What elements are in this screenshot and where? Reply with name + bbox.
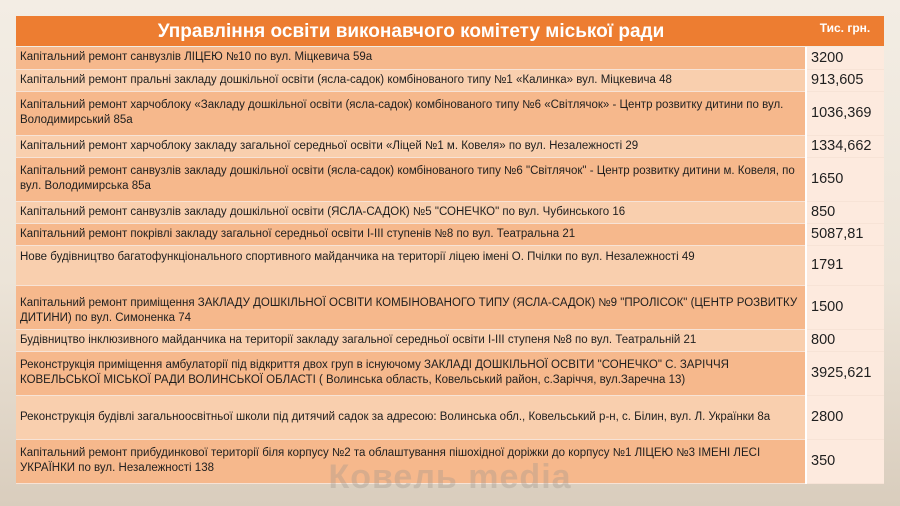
table-row [16, 69, 884, 91]
table-row [16, 135, 884, 157]
row-value: 1036,369 [806, 91, 884, 135]
budget-table [16, 47, 884, 484]
row-value: 2800 [806, 395, 884, 439]
unit-label: Тис. грн. [819, 21, 871, 35]
row-value: 3925,621 [806, 351, 884, 395]
table-row [16, 91, 884, 135]
table-row [16, 351, 884, 395]
table-row [16, 329, 884, 351]
table-row [16, 285, 884, 329]
row-description: Реконструкція будівлі загальноосвітньої школи під дитячий садок за адресою: Волинська обл., Ковельський р-н, с. Білин, вул. Л. Українки 8а [16, 395, 806, 439]
row-value: 350 [806, 439, 884, 483]
watermark-logo: Ковель media [328, 458, 572, 496]
row-value: 913,605 [806, 69, 884, 91]
row-description: Капітальний ремонт приміщення ЗАКЛАДУ ДОШКІЛЬНОЇ ОСВІТИ КОМБІНОВАНОГО ТИПУ (ЯСЛА-САДОК) №9 "ПРОЛІСОК" (ЦЕНТР РОЗВИТКУ ДИТИНИ) по вул. Симоненка 74 [16, 285, 806, 329]
row-description: Капітальний ремонт харчоблоку закладу загальної середньої освіти «Ліцей №1 м. Ковеля» по вул. Незалежності 29 [16, 135, 806, 157]
table-row [16, 395, 884, 439]
row-value: 800 [806, 329, 884, 351]
table-row [16, 47, 884, 69]
row-description: Капітальний ремонт санвузлів закладу дошкільної освіти (ясла-садок) комбінованого типу №6 "Світлячок" - Центр розвитку дитини м. Ковеля, по вул. Володимирська 85а [16, 157, 806, 201]
slide [16, 16, 884, 490]
row-value: 1334,662 [806, 135, 884, 157]
row-description: Реконструкція приміщення амбулаторії під відкриття двох груп в існуючому ЗАКЛАДІ ДОШКІЛЬНОЇ ОСВІТИ "СОНЕЧКО" С. ЗАРІЧЧЯ КОВЕЛЬСЬКОЇ МІСЬКОЇ РАДИ ВОЛИНСЬКОЇ ОБЛАСТІ ( Волинська область, Ковельський район, с.Заріччя, вул.Заречна 13) [16, 351, 806, 395]
row-value: 1791 [806, 245, 884, 285]
row-value: 3200 [806, 47, 884, 69]
row-description: Капітальний ремонт харчоблоку «Закладу дошкільної освіти (ясла-садок) комбінованого типу №6 «Світлячок» - Центр розвитку дитини по вул. Володимирський 85а [16, 91, 806, 135]
row-description: Капітальний ремонт санвузлів закладу дошкільної освіти (ЯСЛА-САДОК) №5 "СОНЕЧКО" по вул. Чубинського 16 [16, 201, 806, 223]
row-description: Капітальний ремонт санвузлів ЛІЦЕЮ №10 по вул. Міцкевича 59а [16, 47, 806, 69]
row-value: 850 [806, 201, 884, 223]
row-description: Капітальний ремонт покрівлі закладу загальної середньої освіти І-ІІІ ступенів №8 по вул. Театральна 21 [16, 223, 806, 245]
row-description: Будівництво інклюзивного майданчика на території закладу загальної середньої освіти І-ІІІ ступеня №8 по вул. Театральній 21 [16, 329, 806, 351]
row-description: Капітальний ремонт пральні закладу дошкільної освіти (ясла-садок) комбінованого типу №1 «Калинка» вул. Міцкевича 48 [16, 69, 806, 91]
table-header [16, 16, 884, 46]
row-value: 5087,81 [806, 223, 884, 245]
table-row [16, 157, 884, 201]
page-title: Управління освіти виконавчого комітету міської ради [157, 21, 665, 42]
row-value: 1500 [806, 285, 884, 329]
row-value: 1650 [806, 157, 884, 201]
row-description: Нове будівництво багатофункціонального спортивного майданчика на території ліцею імені О. Пчілки по вул. Незалежності 49 [16, 245, 806, 285]
table-row [16, 201, 884, 223]
row-description: Капітальний ремонт прибудинкової території біля корпусу №2 та облаштування пішохідної доріжки до корпусу №1 ЛІЦЕЮ №3 ІМЕНІ ЛЕСІ УКРАЇНКИ по вул. Незалежності 138 [16, 439, 806, 483]
table-row [16, 245, 884, 285]
table-row [16, 223, 884, 245]
